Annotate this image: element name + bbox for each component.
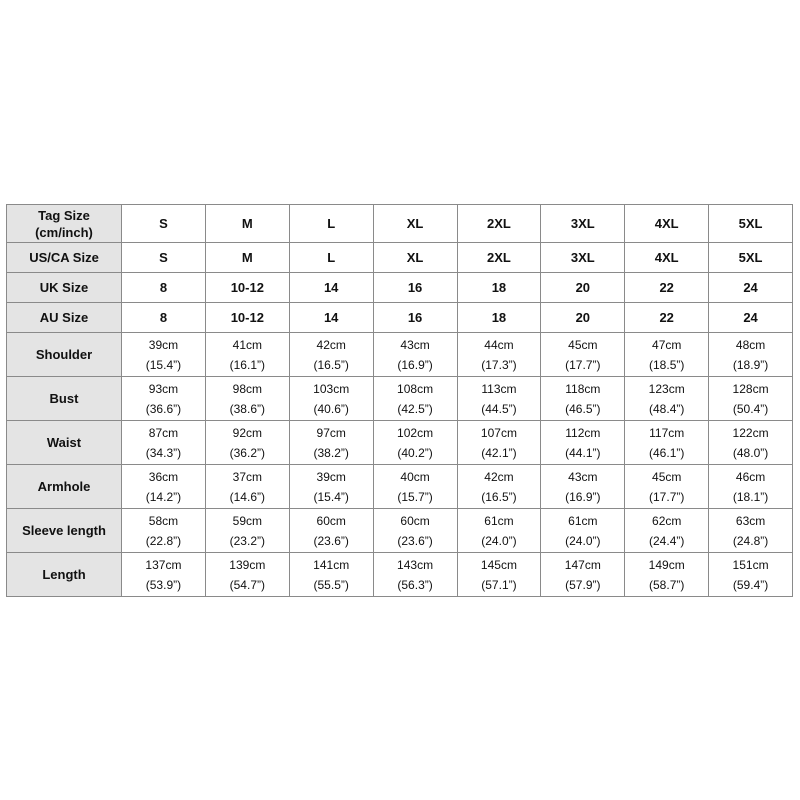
table-cell (625, 465, 709, 509)
inch-value: (53.9”) (145, 577, 182, 592)
inch-value: (14.6”) (229, 489, 265, 504)
waist-label: Waist (7, 421, 122, 465)
inch-value: (56.3”) (397, 577, 433, 592)
tag-size-5xl: 5XL (709, 205, 793, 243)
inch-value: (24.4”) (649, 533, 685, 548)
cm-value: 92cm (232, 425, 262, 440)
table-cell (373, 553, 457, 597)
table-cell (373, 509, 457, 553)
cm-value: 39cm (148, 337, 179, 352)
cm-value: 97cm (316, 425, 346, 440)
table-cell: 16 (373, 303, 457, 333)
inch-value: (57.9”) (565, 577, 601, 592)
table-cell (625, 377, 709, 421)
table-cell (373, 333, 457, 377)
tag-size-l: L (289, 205, 373, 243)
table-cell (457, 421, 541, 465)
inch-value: (15.4”) (313, 489, 349, 504)
cm-value: 62cm (652, 513, 682, 528)
table-cell (457, 377, 541, 421)
table-cell: S (122, 243, 206, 273)
table-cell (122, 553, 206, 597)
table-cell (122, 421, 206, 465)
table-cell: 14 (289, 273, 373, 303)
us-ca-size-row (7, 243, 793, 273)
tag-size-4xl: 4XL (625, 205, 709, 243)
table-cell: 18 (457, 303, 541, 333)
inch-value: (16.1”) (229, 357, 265, 372)
inch-value: (18.9”) (732, 357, 769, 372)
table-cell (289, 333, 373, 377)
cm-value: 45cm (652, 469, 682, 484)
cm-value: 118cm (565, 381, 601, 396)
table-cell: 8 (122, 273, 206, 303)
au-size-row (7, 303, 793, 333)
inch-value: (22.8”) (145, 533, 182, 548)
tag-size-xl: XL (373, 205, 457, 243)
tag-size-label-line2: (cm/inch) (35, 224, 93, 240)
table-cell: 24 (709, 273, 793, 303)
table-cell (541, 465, 625, 509)
cm-value: 117cm (649, 425, 685, 440)
tag-size-row (7, 205, 793, 243)
shoulder-label: Shoulder (7, 333, 122, 377)
inch-value: (15.4”) (145, 357, 182, 372)
inch-value: (24.0”) (565, 533, 601, 548)
table-cell (205, 377, 289, 421)
cm-value: 123cm (648, 381, 685, 396)
inch-value: (24.0”) (481, 533, 517, 548)
cm-value: 47cm (652, 337, 682, 352)
table-cell: 3XL (541, 243, 625, 273)
cm-value: 87cm (148, 425, 179, 440)
cm-value: 137cm (145, 557, 182, 572)
inch-value: (44.5”) (481, 401, 517, 416)
inch-value: (46.5”) (565, 401, 601, 416)
bust-row (7, 377, 793, 421)
cm-value: 61cm (484, 513, 514, 528)
table-cell (541, 509, 625, 553)
cm-value: 122cm (732, 425, 769, 440)
cm-value: 147cm (564, 557, 601, 572)
table-cell (709, 509, 793, 553)
cm-value: 40cm (400, 469, 430, 484)
cm-value: 102cm (397, 425, 434, 440)
inch-value: (14.2”) (145, 489, 182, 504)
inch-value: (50.4”) (732, 401, 769, 416)
table-cell: 14 (289, 303, 373, 333)
table-cell (541, 421, 625, 465)
cm-value: 43cm (568, 469, 598, 484)
table-cell (289, 553, 373, 597)
inch-value: (16.9”) (397, 357, 433, 372)
inch-value: (55.5”) (313, 577, 349, 592)
table-cell (709, 465, 793, 509)
cm-value: 42cm (484, 469, 514, 484)
table-cell: 24 (709, 303, 793, 333)
table-cell (541, 377, 625, 421)
table-cell (289, 509, 373, 553)
inch-value: (17.7”) (565, 357, 601, 372)
inch-value: (17.3”) (481, 357, 517, 372)
cm-value: 37cm (232, 469, 262, 484)
table-cell (122, 377, 206, 421)
cm-value: 44cm (484, 337, 514, 352)
table-cell (625, 553, 709, 597)
table-cell (373, 465, 457, 509)
table-cell: 16 (373, 273, 457, 303)
inch-value: (59.4”) (732, 577, 769, 592)
cm-value: 46cm (735, 469, 766, 484)
table-cell: 20 (541, 303, 625, 333)
table-cell: 20 (541, 273, 625, 303)
cm-value: 98cm (232, 381, 262, 396)
cm-value: 60cm (316, 513, 346, 528)
cm-value: 108cm (397, 381, 434, 396)
table-cell: M (205, 243, 289, 273)
table-cell (709, 377, 793, 421)
inch-value: (44.1”) (565, 445, 601, 460)
inch-value: (24.8”) (732, 533, 769, 548)
inch-value: (17.7”) (649, 489, 685, 504)
inch-value: (38.6”) (229, 401, 265, 416)
table-cell (289, 377, 373, 421)
tag-size-s: S (122, 205, 206, 243)
table-cell (625, 333, 709, 377)
table-cell (122, 509, 206, 553)
size-chart-table (6, 204, 793, 597)
inch-value: (54.7”) (229, 577, 265, 592)
table-cell (289, 465, 373, 509)
table-cell: 2XL (457, 243, 541, 273)
length-row (7, 553, 793, 597)
cm-value: 48cm (735, 337, 766, 352)
table-cell (625, 509, 709, 553)
inch-value: (23.6”) (313, 533, 349, 548)
cm-value: 42cm (316, 337, 346, 352)
tag-size-label-line1: Tag Size (38, 207, 90, 223)
cm-value: 45cm (568, 337, 598, 352)
table-cell (709, 553, 793, 597)
inch-value: (48.0”) (732, 445, 769, 460)
table-cell (541, 333, 625, 377)
cm-value: 60cm (400, 513, 430, 528)
inch-value: (18.1”) (732, 489, 769, 504)
au-size-label: AU Size (7, 303, 122, 333)
table-cell (457, 553, 541, 597)
table-cell (373, 377, 457, 421)
table-cell: 22 (625, 303, 709, 333)
sleeve-length-row (7, 509, 793, 553)
table-cell: L (289, 243, 373, 273)
table-cell: 10-12 (205, 273, 289, 303)
inch-value: (16.5”) (313, 357, 349, 372)
table-cell (205, 421, 289, 465)
inch-value: (57.1”) (481, 577, 517, 592)
cm-value: 128cm (732, 381, 769, 396)
cm-value: 145cm (480, 557, 517, 572)
inch-value: (58.7”) (649, 577, 685, 592)
cm-value: 63cm (735, 513, 766, 528)
table-cell: 4XL (625, 243, 709, 273)
inch-value: (48.4”) (649, 401, 685, 416)
table-cell (373, 421, 457, 465)
table-cell (205, 553, 289, 597)
us-ca-size-label: US/CA Size (7, 243, 122, 273)
sleeve-length-label: Sleeve length (7, 509, 122, 553)
cm-value: 149cm (648, 557, 685, 572)
table-cell (289, 421, 373, 465)
cm-value: 59cm (232, 513, 262, 528)
cm-value: 112cm (565, 425, 601, 440)
uk-size-label: UK Size (7, 273, 122, 303)
inch-value: (16.9”) (565, 489, 601, 504)
table-cell (625, 421, 709, 465)
cm-value: 41cm (232, 337, 262, 352)
table-cell: 5XL (709, 243, 793, 273)
tag-size-3xl: 3XL (541, 205, 625, 243)
cm-value: 151cm (732, 557, 769, 572)
cm-value: 141cm (313, 557, 350, 572)
table-cell: 8 (122, 303, 206, 333)
table-cell (122, 333, 206, 377)
shoulder-row (7, 333, 793, 377)
table-cell: 18 (457, 273, 541, 303)
inch-value: (40.2”) (397, 445, 433, 460)
cm-value: 58cm (148, 513, 179, 528)
table-cell (457, 465, 541, 509)
table-cell (205, 465, 289, 509)
cm-value: 107cm (480, 425, 517, 440)
inch-value: (42.1”) (481, 445, 517, 460)
length-label: Length (7, 553, 122, 597)
table-cell (205, 333, 289, 377)
cm-value: 93cm (148, 381, 179, 396)
bust-label: Bust (7, 377, 122, 421)
inch-value: (15.7”) (397, 489, 433, 504)
cm-value: 143cm (397, 557, 434, 572)
inch-value: (40.6”) (313, 401, 349, 416)
cm-value: 139cm (229, 557, 266, 572)
inch-value: (36.2”) (229, 445, 265, 460)
table-cell (709, 333, 793, 377)
cm-value: 43cm (400, 337, 430, 352)
waist-row (7, 421, 793, 465)
inch-value: (42.5”) (397, 401, 433, 416)
cm-value: 39cm (316, 469, 346, 484)
table-cell (457, 509, 541, 553)
table-cell (457, 333, 541, 377)
armhole-row (7, 465, 793, 509)
inch-value: (18.5”) (649, 357, 685, 372)
inch-value: (16.5”) (481, 489, 517, 504)
inch-value: (23.6”) (397, 533, 433, 548)
cm-value: 113cm (481, 381, 517, 396)
table-cell (122, 465, 206, 509)
cm-value: 103cm (313, 381, 350, 396)
table-cell: XL (373, 243, 457, 273)
table-cell (541, 553, 625, 597)
inch-value: (36.6”) (145, 401, 182, 416)
inch-value: (38.2”) (313, 445, 349, 460)
tag-size-m: M (205, 205, 289, 243)
inch-value: (34.3”) (145, 445, 182, 460)
tag-size-label (7, 205, 122, 243)
table-cell: 10-12 (205, 303, 289, 333)
table-cell (709, 421, 793, 465)
cm-value: 61cm (568, 513, 598, 528)
inch-value: (46.1”) (649, 445, 685, 460)
table-cell: 22 (625, 273, 709, 303)
table-cell (205, 509, 289, 553)
uk-size-row (7, 273, 793, 303)
tag-size-2xl: 2XL (457, 205, 541, 243)
cm-value: 36cm (148, 469, 179, 484)
inch-value: (23.2”) (229, 533, 265, 548)
armhole-label: Armhole (7, 465, 122, 509)
